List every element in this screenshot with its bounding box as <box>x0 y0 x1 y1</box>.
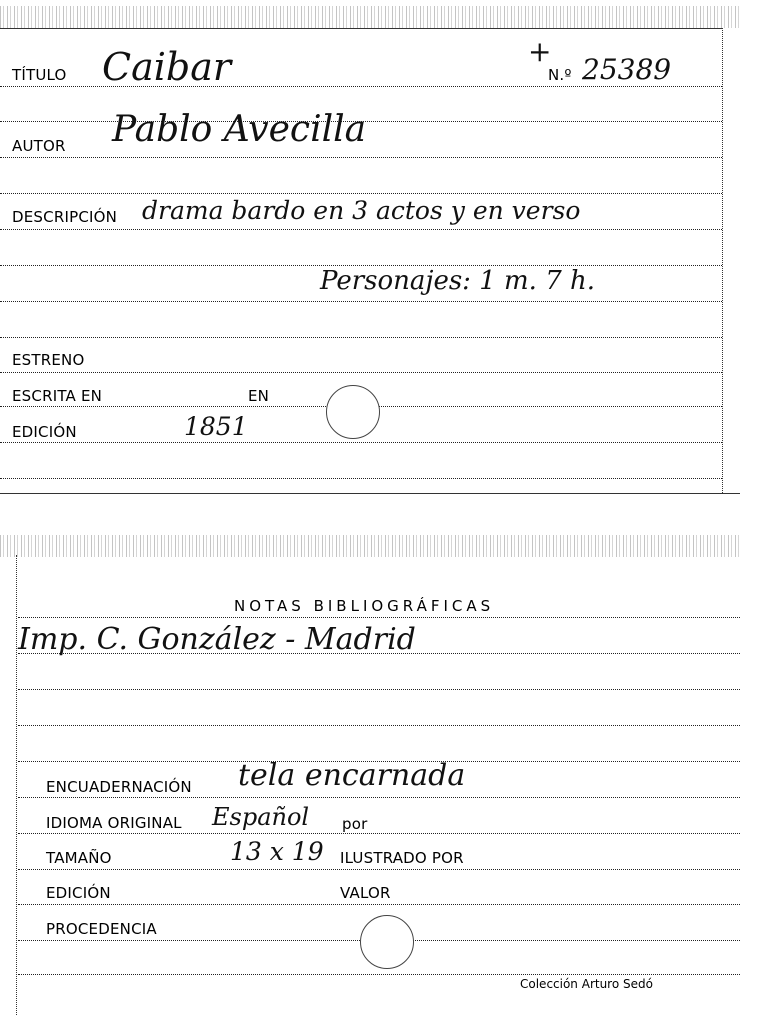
rule <box>18 797 740 798</box>
title-value: Caibar <box>102 45 232 89</box>
binding-value: tela encarnada <box>238 758 466 793</box>
catalog-card-back <box>0 535 759 1015</box>
description-value: drama bardo en 3 actos y en verso <box>142 196 581 225</box>
size-value: 13 x 19 <box>230 837 324 866</box>
rule <box>0 337 722 338</box>
catalog-card-front <box>0 0 759 495</box>
in-label: EN <box>248 387 270 405</box>
original-language-label: IDIOMA ORIGINAL <box>46 814 182 832</box>
binding-label: ENCUADERNACIÓN <box>46 778 192 796</box>
provenance-label: PROCEDENCIA <box>46 920 157 938</box>
edition-label: EDICIÓN <box>12 423 77 441</box>
number-value: 25389 <box>582 53 672 86</box>
value-label: VALOR <box>340 884 391 902</box>
rule <box>18 904 740 905</box>
rule <box>18 974 740 975</box>
by-label: por <box>342 815 368 833</box>
size-label: TAMAÑO <box>46 849 112 867</box>
notes-value: Imp. C. González - Madrid <box>18 622 416 657</box>
punch-hole <box>326 385 380 439</box>
rule <box>0 157 722 158</box>
rule <box>18 869 740 870</box>
rule <box>0 372 722 373</box>
author-value: Pablo Avecilla <box>112 109 367 150</box>
collection-credit: Colección Arturo Sedó <box>520 977 653 991</box>
characters-value: Personajes: 1 m. 7 h. <box>320 266 596 296</box>
number-mark: + <box>528 35 552 68</box>
title-label: TÍTULO <box>12 66 67 84</box>
notes-heading: NOTAS BIBLIOGRÁFICAS <box>234 597 495 615</box>
rule <box>0 301 722 302</box>
rule-bottom <box>0 493 740 494</box>
edition-value: 1851 <box>184 412 248 441</box>
card-right-edge <box>722 28 723 493</box>
rule <box>18 725 740 726</box>
rule <box>18 689 740 690</box>
card-edge-texture <box>0 535 740 557</box>
rule <box>0 229 722 230</box>
rule <box>0 193 722 194</box>
rule-top <box>0 28 722 29</box>
original-language-value: Español <box>212 803 310 831</box>
written-in-label: ESCRITA EN <box>12 387 103 405</box>
card-left-edge <box>16 555 17 1015</box>
premiere-label: ESTRENO <box>12 351 85 369</box>
number-label: N.º <box>548 66 572 84</box>
author-label: AUTOR <box>12 137 66 155</box>
edition-label-back: EDICIÓN <box>46 884 111 902</box>
rule <box>0 478 722 479</box>
punch-hole <box>360 915 414 969</box>
illustrated-by-label: ILUSTRADO POR <box>340 849 464 867</box>
card-edge-texture <box>0 6 740 28</box>
rule <box>0 442 722 443</box>
rule <box>18 833 740 834</box>
rule <box>18 617 740 618</box>
description-label: DESCRIPCIÓN <box>12 208 118 226</box>
